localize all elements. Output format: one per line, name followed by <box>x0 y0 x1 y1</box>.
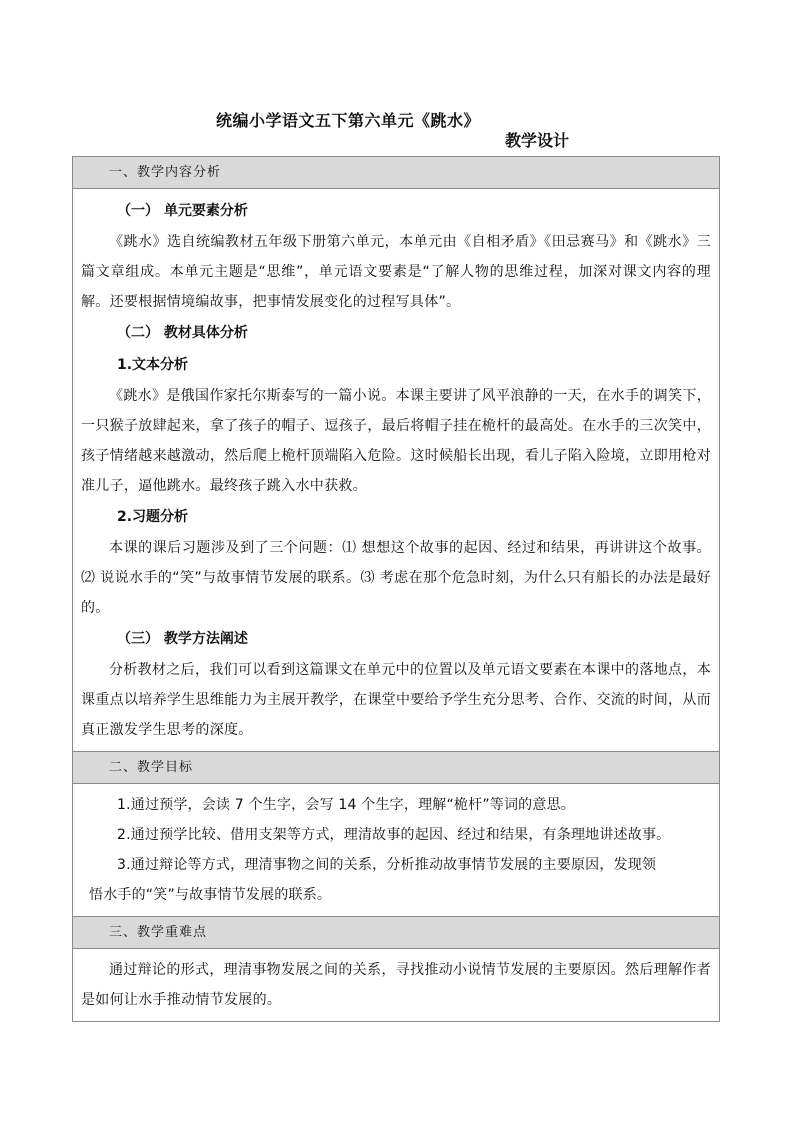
section-body-key-points <box>73 949 719 1021</box>
paragraph-teaching-method: 分析教材之后，我们可以看到这篇课文在单元中的位置以及单元语文要素在本课中的落地点，本课重点以培养学生思维能力为主展开教学，在课堂中要给予学生充分思考、合作、交流的时间，从而真正激发学生思考的深度。 <box>81 662 711 738</box>
subheading-unit-elements: （一） 单元要素分析 <box>117 203 248 219</box>
objective-item-3-continued: 悟水手的“笑”与故事情节发展的联系。 <box>89 887 332 903</box>
paragraph-unit-elements: 《跳水》选自统编教材五年级下册第六单元，本单元由《自相矛盾》《田忌赛马》和《跳水》三篇文章组成。本单元主题是“思维”，单元语文要素是“了解人物的思维过程，加深对课文内容的理解。还要根据情境编故事，把事情发展变化的过程写具体”。 <box>81 234 711 310</box>
section-body-objectives <box>73 784 719 917</box>
subheading-textbook-analysis: （二） 教材具体分析 <box>117 325 248 341</box>
lesson-plan-table <box>72 156 720 1022</box>
section-body-content-analysis <box>73 189 719 752</box>
paragraph-exercise-analysis: 本课的课后习题涉及到了三个问题：⑴ 想想这个故事的起因、经过和结果，再讲讲这个故事。⑵ 说说水手的“笑”与故事情节发展的联系。⑶ 考虑在那个危急时刻，为什么只有船长的办法是最好的。 <box>81 540 711 616</box>
objective-item-3: 3.通过辩论等方式，理清事物之间的关系，分析推动故事情节发展的主要原因，发现领 <box>117 857 657 873</box>
subheading-teaching-method: （三） 教学方法阐述 <box>117 631 248 647</box>
section-heading-content-analysis: 一、教学内容分析 <box>73 157 719 189</box>
document-subtitle: 教学设计 <box>505 131 570 150</box>
section-heading-key-points: 三、教学重难点 <box>73 917 719 949</box>
section-heading-objectives: 二、教学目标 <box>73 752 719 784</box>
paragraph-text-analysis: 《跳水》是俄国作家托尔斯泰写的一篇小说。本课主要讲了风平浪静的一天，在水手的调笑下，一只猴子放肆起来，拿了孩子的帽子、逗孩子，最后将帽子挂在桅杆的最高处。在水手的三次笑中，孩子情绪越来越激动，然后爬上桅杆顶端陷入危险。这时候船长出现，看儿子陷入险境，立即用枪对准儿子，逼他跳水。最终孩子跳入水中获救。 <box>81 388 711 494</box>
paragraph-key-points: 通过辩论的形式，理清事物发展之间的关系，寻找推动小说情节发展的主要原因。然后理解作者是如何让水手推动情节发展的。 <box>81 962 711 1008</box>
subheading-exercise-analysis: 2.习题分析 <box>117 509 189 525</box>
objective-item-2: 2.通过预学比较、借用支架等方式，理清故事的起因、经过和结果，有条理地讲述故事。 <box>117 827 671 843</box>
subheading-text-analysis: 1.文本分析 <box>117 357 189 373</box>
objective-item-1: 1.通过预学，会读 7 个生字，会写 14 个生字，理解“桅杆”等词的意思。 <box>117 797 575 813</box>
document-title: 统编小学语文五下第六单元《跳水》 <box>216 111 481 130</box>
